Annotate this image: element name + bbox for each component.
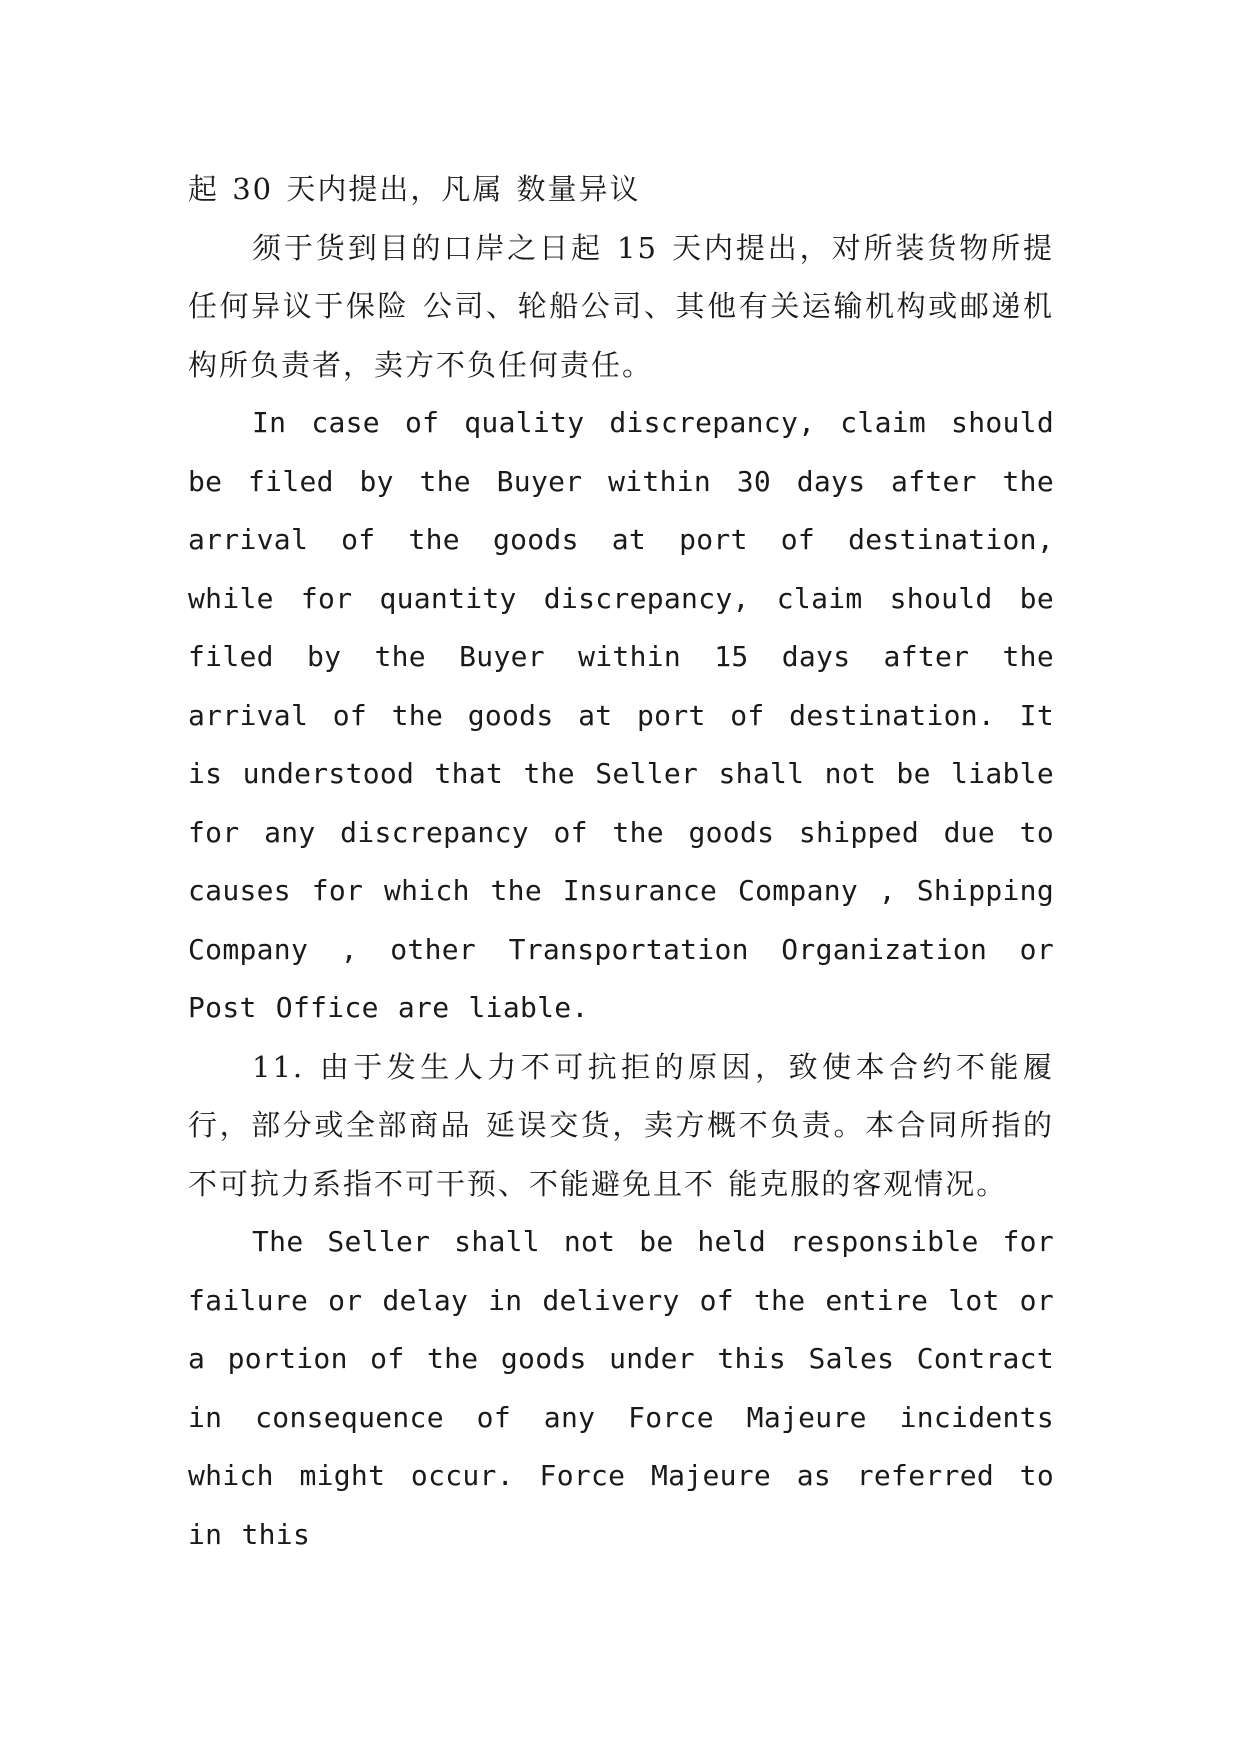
- paragraph-claim-en: In case of quality discrepancy, claim should be filed by the Buyer within 30 days after the arrival of the goods at port of destination, while for quantity discrepancy, claim should be filed by the Buyer within 15 days after the arrival of the goods at port of destination. It is understood that the Seller shall not be liable for any discrepancy of the goods shipped due to causes for which the Insurance Company , Shipping Company , other Transportation Organization or Post Office are liable.: [188, 406, 1054, 1024]
- document-body: [188, 160, 1054, 1564]
- paragraph-quantity-claim-cn: 须于货到目的口岸之日起 15 天内提出，对所装货物所提任何异议于保险 公司、轮船公司、其他有关运输机构或邮递机构所负责者，卖方不负任何责任。: [188, 230, 1054, 382]
- paragraph-force-majeure-cn: 11. 由于发生人力不可抗拒的原因，致使本合约不能履行，部分或全部商品 延误交货，卖方概不负责。本合同所指的不可抗力系指不可干预、不能避免且不 能克服的客观情况。: [188, 1049, 1054, 1201]
- paragraph-claim-period-cn: 起 30 天内提出，凡属 数量异议: [188, 172, 641, 206]
- paragraph-force-majeure-en: The Seller shall not be held responsible for failure or delay in delivery of the entire lot or a portion of the goods under this Sales Contract in consequence of any Force Majeure incidents which might occur. Force Majeure as referred to in this: [188, 1225, 1054, 1551]
